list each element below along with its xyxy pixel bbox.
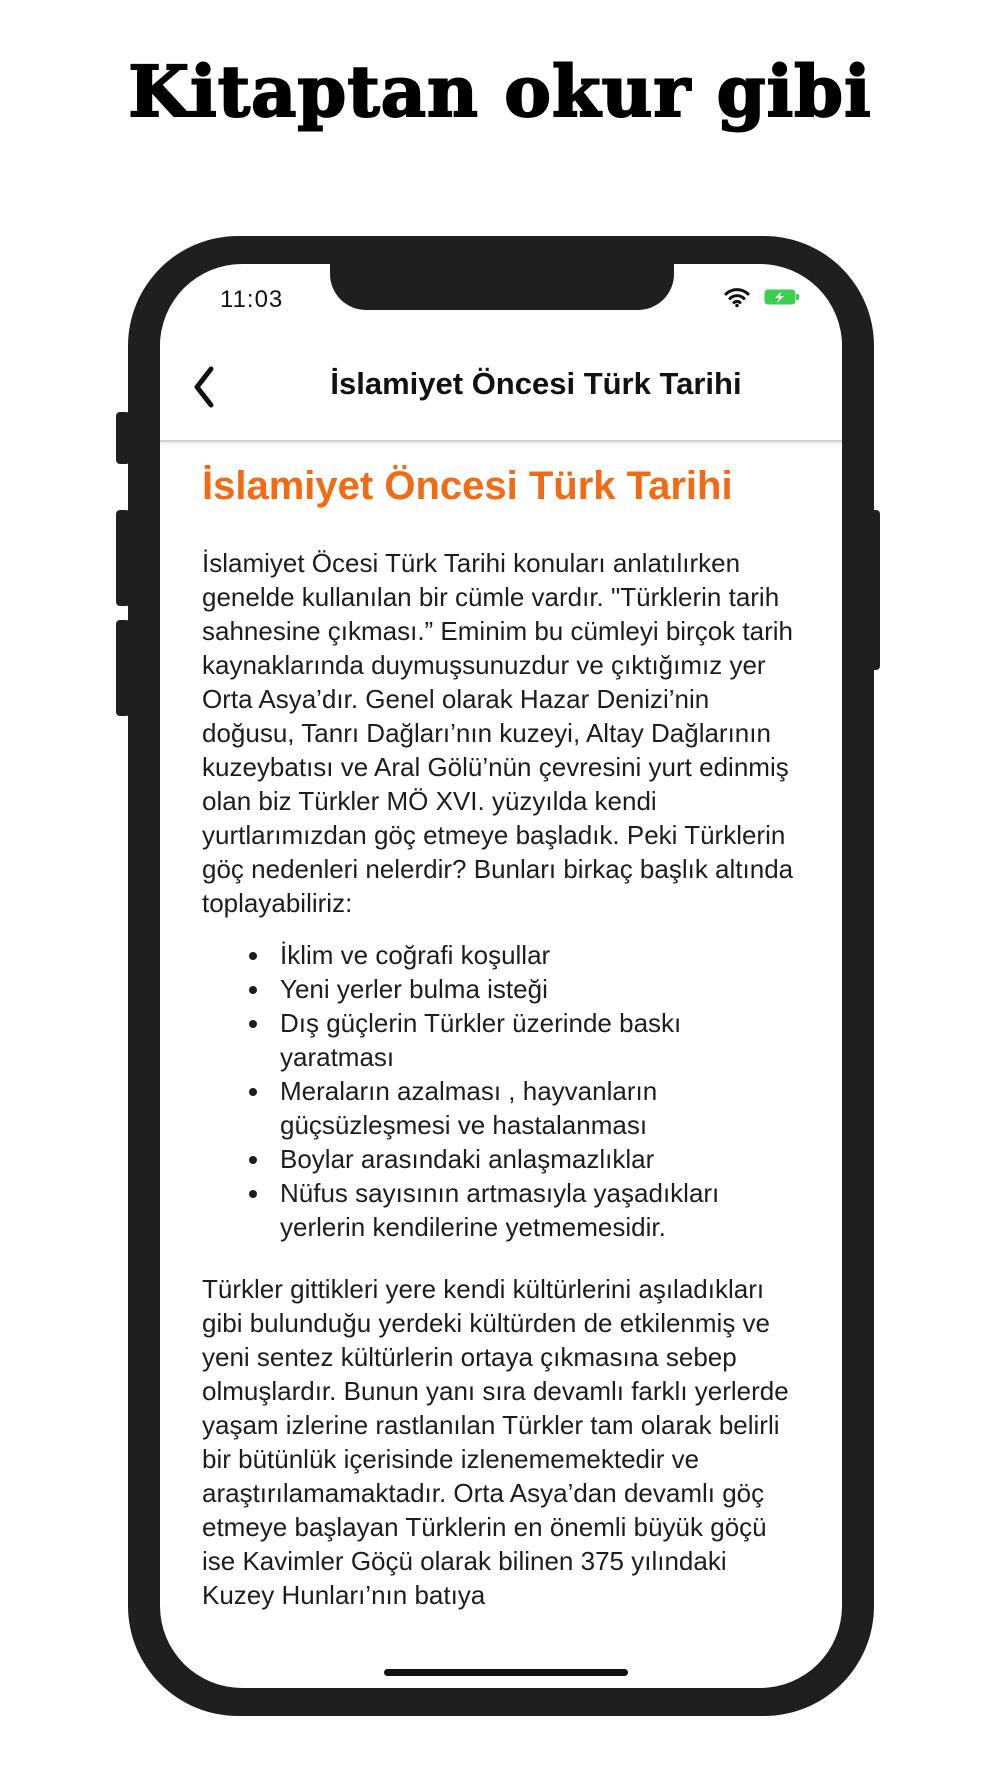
- list-item: • Boylar arasındaki anlaşmazlıklar: [272, 1142, 802, 1176]
- home-indicator[interactable]: [384, 1669, 628, 1676]
- promo-headline: Kitaptan okur gibi: [128, 50, 872, 133]
- status-time: 11:03: [220, 286, 284, 313]
- page-title: İslamiyet Öncesi Türk Tarihi: [330, 366, 742, 401]
- wifi-icon: [724, 286, 750, 308]
- notch: [330, 264, 674, 310]
- list-item: • Dış güçlerin Türkler üzerinde baskı yaratması: [272, 1006, 802, 1074]
- list-item: • Meraların azalması , hayvanların güçsüzleşmesi ve hastalanması: [272, 1074, 802, 1142]
- status-icons: [724, 286, 800, 308]
- migration-reasons-list: [202, 938, 802, 1244]
- list-item: • Nüfus sayısının artmasıyla yaşadıkları yerlerin kendilerine yetmemesidir.: [272, 1176, 802, 1244]
- list-item: • Yeni yerler bulma isteği: [272, 972, 802, 1006]
- list-item: • İklim ve coğrafi koşullar: [272, 938, 802, 972]
- battery-charging-icon: [764, 288, 800, 306]
- article-title: İslamiyet Öncesi Türk Tarihi: [202, 464, 733, 508]
- article-body-paragraph: Türkler gittikleri yere kendi kültürlerini aşıladıkları gibi bulunduğu yerdeki kültürden de etkilenmiş ve yeni sentez kültürlerin ortaya çıkmasına sebep olmuşlardır. Bunun yanı sıra devamlı farklı yerlerde yaşam izlerine rastlanılan Türkler tam olarak belirli bir bütünlük içerisinde izlenememektedir ve araştırılamamaktadır. Orta Asya’dan devamlı göç etmeye başlayan Türklerin en önemli büyük göçü ise Kavimler Göçü olarak bilinen 375 yılındaki Kuzey Hunları’nın batıya: [202, 1274, 789, 1610]
- navigation-bar: [160, 330, 842, 442]
- back-button[interactable]: [182, 362, 226, 412]
- article-content: [202, 462, 802, 1630]
- phone-screen: [160, 264, 842, 1688]
- phone-frame: [128, 236, 874, 1716]
- chevron-left-icon: [189, 364, 219, 410]
- article-intro-paragraph: İslamiyet Öcesi Türk Tarihi konuları anlatılırken genelde kullanılan bir cümle vardır. "Türklerin tarih sahnesine çıkması.” Eminim bu cümleyi birçok tarih kaynaklarında duymuşsunuzdur ve çıktığımız yer Orta Asya’dır. Genel olarak Hazar Denizi’nin doğusu, Tanrı Dağları’nın kuzeyi, Altay Dağlarının kuzeybatısı ve Aral Gölü’nün çevresini yurt edinmiş olan biz Türkler MÖ XVI. yüzyılda kendi yurtlarımızdan göç etmeye başladık. Peki Türklerin göç nedenleri nelerdir? Bunları birkaç başlık altında toplayabiliriz:: [202, 548, 794, 918]
